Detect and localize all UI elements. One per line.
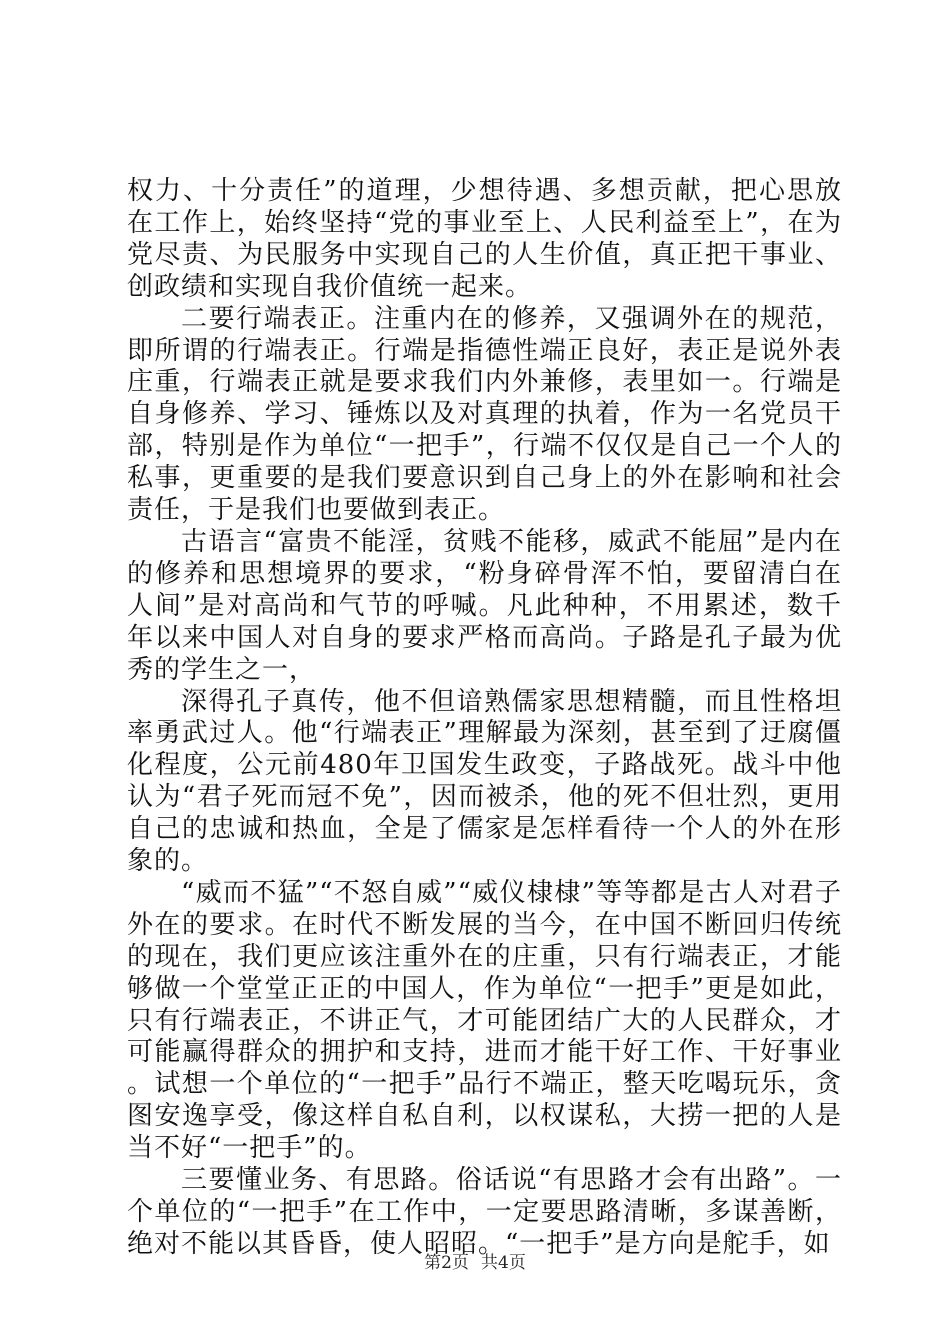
paragraph-5: “威而不猛”“不怒自威”“威仪棣棣”等等都是古人对君子外在的要求。在时代不断发展的当今，在中国不断回归传统的现在，我们更应该注重外在的庄重，只有行端表正，才能够做一个堂堂正正的中国人，作为单位“一把手”更是如此，只有行端表正，不讲正气，才可能团结广大的人民群众，才可能赢得群众的拥护和支持，进而才能干好工作、干好事业。试想一个单位的“一把手”品行不端正，整天吃喝玩乐，贪图安逸享受，像这样自私自利，以权谋私，大捞一把的人是当不好“一把手”的。 <box>127 877 842 1164</box>
paragraph-3: 古语言“富贵不能淫，贫贱不能移，威武不能屈”是内在的修养和思想境界的要求，“粉身碎骨浑不怕，要留清白在人间”是对高尚和气节的呼喊。凡此种种，不用累述，数千年以来中国人对自身的要求严格而高尚。子路是孔子最为优秀的学生之一， <box>127 526 842 685</box>
page-number: 第2页 <box>424 1253 469 1273</box>
page-total: 共4页 <box>481 1253 526 1273</box>
paragraph-6: 三要懂业务、有思路。俗话说“有思路才会有出路”。一个单位的“一把手”在工作中，一定要思路清晰，多谋善断，绝对不能以其昏昏，使人昭昭。“一把手”是方向是舵手，如 <box>127 1165 842 1259</box>
document-body <box>127 176 842 1261</box>
paragraph-2: 二要行端表正。注重内在的修养，又强调外在的规范，即所谓的行端表正。行端是指德性端正良好，表正是说外表庄重，行端表正就是要求我们内外兼修，表里如一。行端是自身修养、学习、锤炼以及对真理的执着，作为一名党员干部，特别是作为单位“一把手”，行端不仅仅是自己一个人的私事，更重要的是我们要意识到自己身上的外在影响和社会责任，于是我们也要做到表正。 <box>127 303 842 526</box>
paragraph-4: 深得孔子真传，他不但谙熟儒家思想精髓，而且性格坦率勇武过人。他“行端表正”理解最为深刻，甚至到了迂腐僵化程度，公元前480年卫国发生政变，子路战死。战斗中他认为“君子死而冠不免”，因而被杀，他的死不但壮烈，更用自己的忠诚和热血，全是了儒家是怎样看待一个人的外在形象的。 <box>127 686 842 877</box>
page-footer <box>0 1248 950 1273</box>
paragraph-1: 权力、十分责任”的道理，少想待遇、多想贡献，把心思放在工作上，始终坚持“党的事业至上、人民利益至上”，在为党尽责、为民服务中实现自己的人生价值，真正把干事业、创政绩和实现自我价值统一起来。 <box>127 176 842 302</box>
